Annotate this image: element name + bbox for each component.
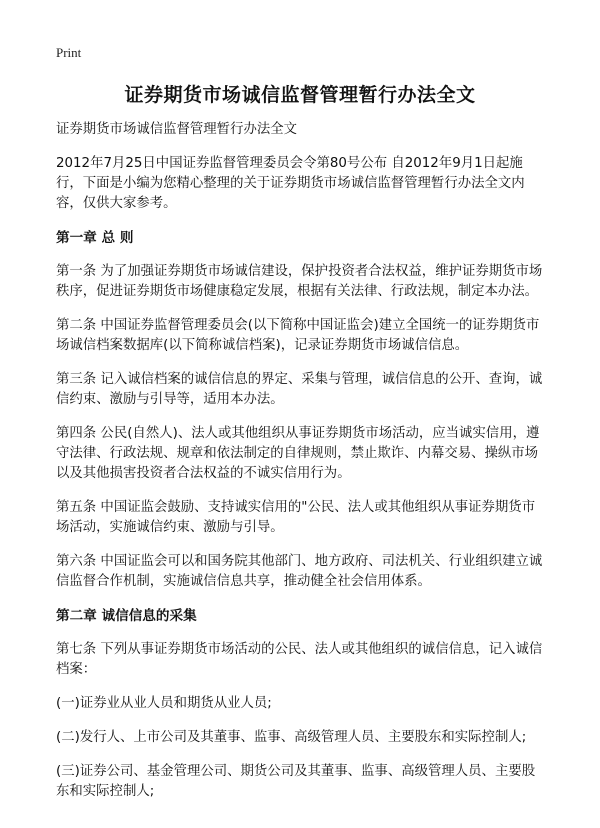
document-subtitle: 证券期货市场诚信监督管理暂行办法全文: [56, 122, 298, 137]
article-7-item-3: (三)证券公司、基金管理公司、期货公司及其董事、监事、高级管理人员、主要股东和实际控制人;: [56, 764, 536, 799]
article-2: 第二条 中国证券监督管理委员会(以下简称中国证监会)建立全国统一的证券期货市场诚信档案数据库(以下简称诚信档案)，记录证券期货市场诚信信息。: [56, 318, 540, 353]
article-5: 第五条 中国证监会鼓励、支持诚实信用的"公民、法人或其他组织从事证券期货市场活动，实施诚信约束、激励与引导。: [56, 500, 536, 535]
article-3: 第三条 记入诚信档案的诚信信息的界定、采集与管理，诚信信息的公开、查询，诚信约束、激励与引导等，适用本办法。: [56, 372, 543, 407]
document-body: [56, 120, 548, 816]
intro-paragraph: 2012年7月25日中国证券监督管理委员会令第80号公布 自2012年9月1日起施行，下面是小编为您精心整理的关于证券期货市场诚信监督管理暂行办法全文内容，仅供大家参考。: [56, 156, 525, 211]
page-title: 证券期货市场诚信监督管理暂行办法全文: [124, 84, 476, 106]
article-7: 第七条 下列从事证券期货市场活动的公民、法人或其他组织的诚信信息，记入诚信档案：: [56, 642, 543, 677]
article-7-item-2: (二)发行人、上市公司及其董事、监事、高级管理人员、主要股东和实际控制人;: [56, 730, 527, 745]
chapter-1-heading: 第一章 总 则: [56, 230, 134, 246]
article-7-item-1: (一)证券业从业人员和期货从业人员;: [56, 696, 272, 711]
article-4: 第四条 公民(自然人)、法人或其他组织从事证券期货市场活动，应当诚实信用，遵守法律、行政法规、规章和依法制定的自律规则，禁止欺诈、内幕交易、操纵市场以及其他损害投资者合法权益的不诚实信用行为。: [56, 426, 540, 481]
chapter-2-heading: 第二章 诚信信息的采集: [56, 608, 197, 624]
article-1: 第一条 为了加强证券期货市场诚信建设，保护投资者合法权益，维护证券期货市场秩序，促进证券期货市场健康稳定发展，根据有关法律、行政法规，制定本办法。: [56, 264, 543, 299]
article-6: 第六条 中国证监会可以和国务院其他部门、地方政府、司法机关、行业组织建立诚信监督合作机制，实施诚信信息共享，推动健全社会信用体系。: [56, 554, 543, 589]
print-link[interactable]: Print: [56, 45, 82, 60]
